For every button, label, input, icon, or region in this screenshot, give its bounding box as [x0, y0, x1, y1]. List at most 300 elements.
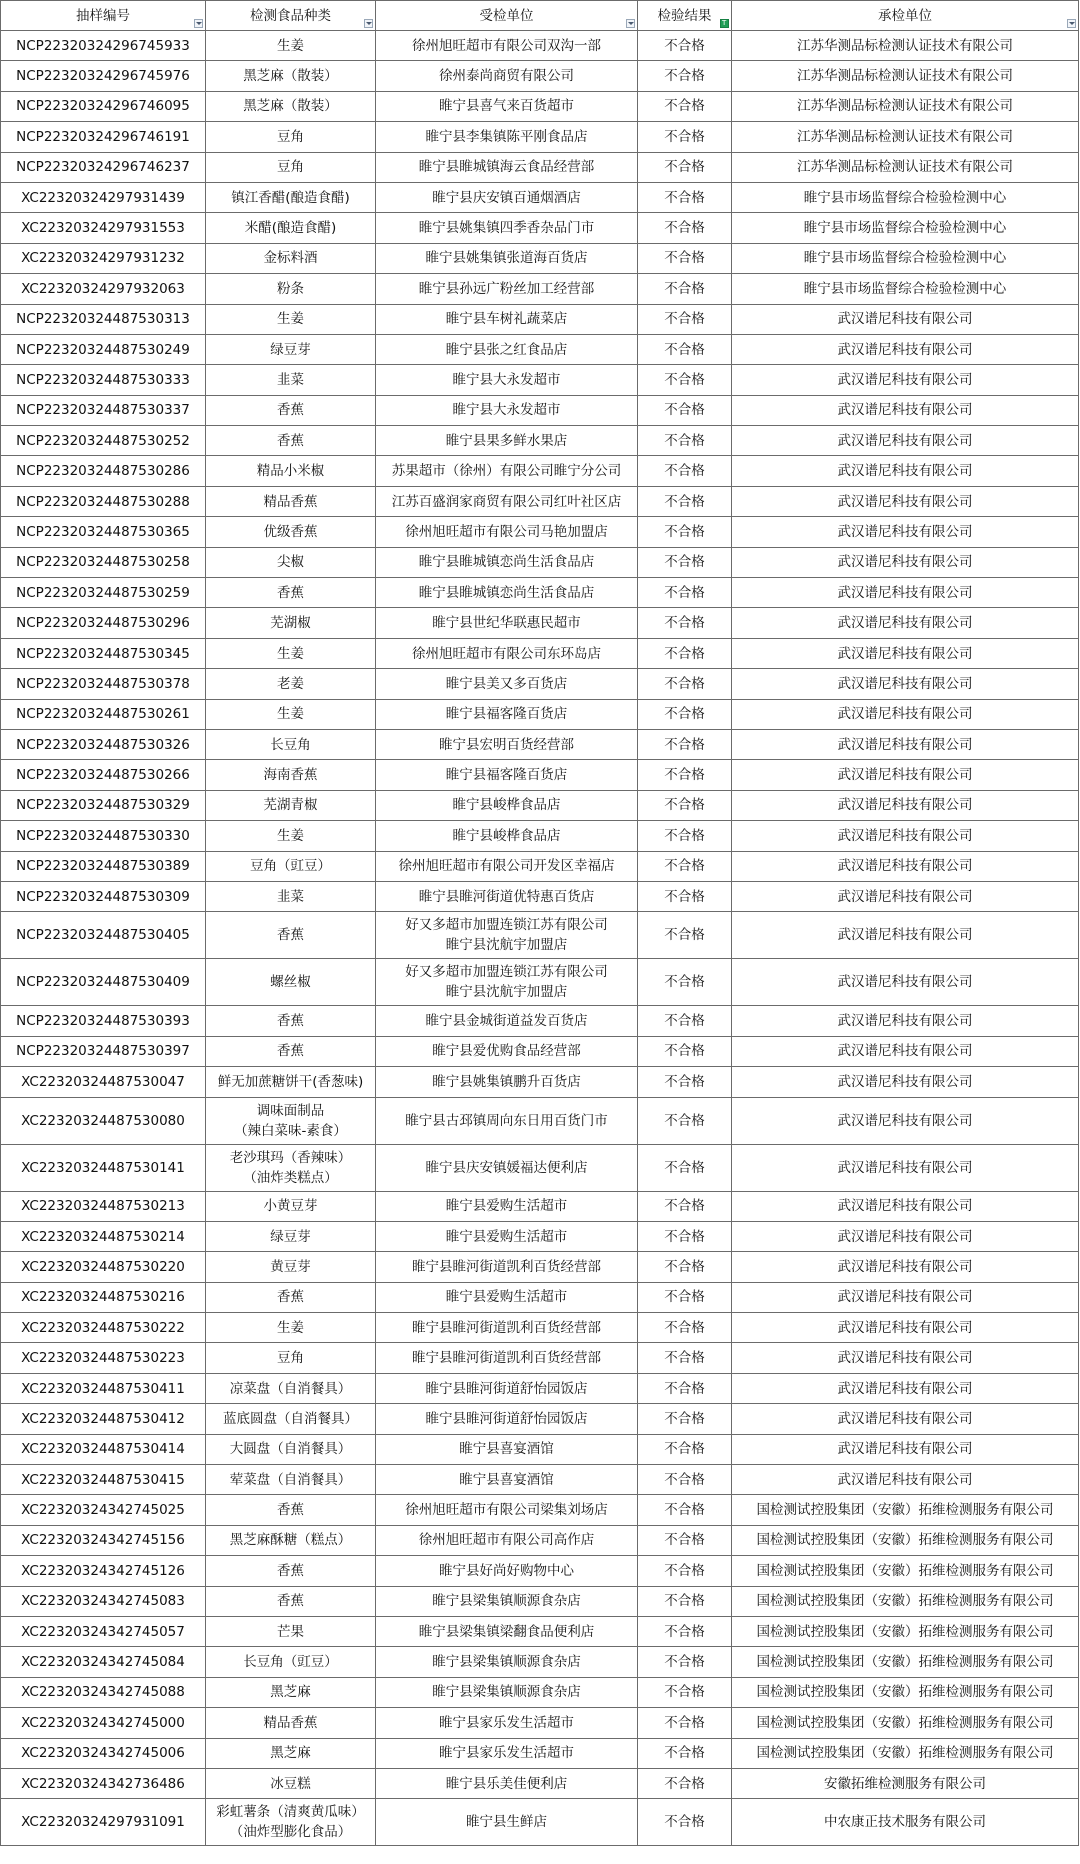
table-row	[1, 912, 1079, 959]
inspected-unit-cell[interactable]: 睢宁县睢河街道舒怡园饭店	[376, 1404, 638, 1434]
result-cell[interactable]: 不合格	[638, 1191, 732, 1221]
testing-org-cell[interactable]: 国检测试控股集团（安徽）拓维检测服务有限公司	[732, 1586, 1079, 1616]
result-cell[interactable]: 不合格	[638, 91, 732, 121]
table-row	[1, 31, 1079, 61]
inspected-unit-cell[interactable]: 好又多超市加盟连锁江苏有限公司 睢宁县沈航宇加盟店	[376, 912, 638, 959]
testing-org-cell[interactable]: 武汉谱尼科技有限公司	[732, 547, 1079, 577]
result-cell[interactable]: 不合格	[638, 61, 732, 91]
testing-org-cell[interactable]: 武汉谱尼科技有限公司	[732, 486, 1079, 516]
inspected-unit-cell[interactable]: 睢宁县喜气来百货超市	[376, 91, 638, 121]
sample-id-cell[interactable]: XC22320324342745000	[1, 1708, 206, 1738]
testing-org-cell[interactable]: 江苏华测品标检测认证技术有限公司	[732, 61, 1079, 91]
food-type-cell[interactable]: 豆角	[206, 1343, 376, 1373]
inspected-unit-cell[interactable]: 睢宁县睢河街道优特惠百货店	[376, 881, 638, 911]
sample-id-cell[interactable]: NCP22320324487530326	[1, 729, 206, 759]
table-row	[1, 1282, 1079, 1312]
testing-org-cell[interactable]: 江苏华测品标检测认证技术有限公司	[732, 152, 1079, 182]
inspected-unit-cell[interactable]: 睢宁县睢河街道凯利百货经营部	[376, 1252, 638, 1282]
result-cell[interactable]: 不合格	[638, 1434, 732, 1464]
sample-id-cell[interactable]: XC22320324487530414	[1, 1434, 206, 1464]
table-row	[1, 426, 1079, 456]
testing-org-cell[interactable]: 睢宁县市场监督综合检验检测中心	[732, 213, 1079, 243]
food-type-cell[interactable]: 香蕉	[206, 1556, 376, 1586]
sample-id-cell[interactable]: NCP22320324487530365	[1, 517, 206, 547]
sample-id-cell[interactable]: NCP22320324487530397	[1, 1036, 206, 1066]
result-cell[interactable]: 不合格	[638, 1221, 732, 1251]
inspected-unit-cell[interactable]: 睢宁县睢城镇恋尚生活食品店	[376, 578, 638, 608]
result-cell[interactable]: 不合格	[638, 1404, 732, 1434]
testing-org-cell[interactable]: 武汉谱尼科技有限公司	[732, 1221, 1079, 1251]
food-type-cell[interactable]: 冰豆糕	[206, 1768, 376, 1798]
inspected-unit-cell[interactable]: 睢宁县梁集镇顺源食杂店	[376, 1647, 638, 1677]
testing-org-cell[interactable]: 睢宁县市场监督综合检验检测中心	[732, 243, 1079, 273]
sample-id-cell[interactable]: NCP22320324487530261	[1, 699, 206, 729]
food-type-cell[interactable]: 螺丝椒	[206, 959, 376, 1006]
result-cell[interactable]: 不合格	[638, 1616, 732, 1646]
sample-id-cell[interactable]: NCP22320324487530249	[1, 334, 206, 364]
food-type-cell[interactable]: 生姜	[206, 31, 376, 61]
sample-id-cell[interactable]: XC22320324297931439	[1, 182, 206, 212]
testing-org-cell[interactable]: 武汉谱尼科技有限公司	[732, 790, 1079, 820]
inspected-unit-cell[interactable]: 睢宁县金城街道益发百货店	[376, 1006, 638, 1036]
result-cell[interactable]: 不合格	[638, 1282, 732, 1312]
food-type-cell[interactable]: 生姜	[206, 638, 376, 668]
sample-id-cell[interactable]: NCP22320324487530393	[1, 1006, 206, 1036]
sample-id-cell[interactable]: NCP22320324487530405	[1, 912, 206, 959]
sample-id-cell[interactable]: NCP22320324487530309	[1, 881, 206, 911]
inspected-unit-cell[interactable]: 睢宁县睢河街道凯利百货经营部	[376, 1343, 638, 1373]
testing-org-cell[interactable]: 武汉谱尼科技有限公司	[732, 1434, 1079, 1464]
food-type-cell[interactable]: 韭菜	[206, 881, 376, 911]
food-type-cell[interactable]: 绿豆芽	[206, 1221, 376, 1251]
inspected-unit-cell[interactable]: 睢宁县孙远广粉丝加工经营部	[376, 274, 638, 304]
food-type-cell[interactable]: 凉菜盘（自消餐具）	[206, 1373, 376, 1403]
result-cell[interactable]: 不合格	[638, 1495, 732, 1525]
result-cell[interactable]: 不合格	[638, 1768, 732, 1798]
sample-id-cell[interactable]: XC22320324342745057	[1, 1616, 206, 1646]
sample-id-cell[interactable]: NCP22320324487530409	[1, 959, 206, 1006]
sample-id-cell[interactable]: XC22320324487530047	[1, 1067, 206, 1097]
testing-org-cell[interactable]: 武汉谱尼科技有限公司	[732, 669, 1079, 699]
sample-id-cell[interactable]: XC22320324342745126	[1, 1556, 206, 1586]
result-cell[interactable]: 不合格	[638, 1252, 732, 1282]
testing-org-cell[interactable]: 武汉谱尼科技有限公司	[732, 395, 1079, 425]
testing-org-cell[interactable]: 国检测试控股集团（安徽）拓维检测服务有限公司	[732, 1647, 1079, 1677]
sample-id-cell[interactable]: XC22320324342745025	[1, 1495, 206, 1525]
sample-id-cell[interactable]: NCP22320324487530288	[1, 486, 206, 516]
result-cell[interactable]: 不合格	[638, 760, 732, 790]
inspected-unit-cell[interactable]: 睢宁县喜宴酒馆	[376, 1465, 638, 1495]
inspected-unit-cell[interactable]: 徐州旭旺超市有限公司高作店	[376, 1525, 638, 1555]
inspected-unit-cell[interactable]: 睢宁县梁集镇顺源食杂店	[376, 1586, 638, 1616]
food-type-cell[interactable]: 绿豆芽	[206, 334, 376, 364]
sample-id-cell[interactable]: NCP22320324296745976	[1, 61, 206, 91]
result-cell[interactable]: 不合格	[638, 821, 732, 851]
food-type-cell[interactable]: 黑芝麻	[206, 1738, 376, 1768]
result-cell[interactable]: 不合格	[638, 578, 732, 608]
inspected-unit-cell[interactable]: 睢宁县家乐发生活超市	[376, 1738, 638, 1768]
sample-id-cell[interactable]: XC22320324487530216	[1, 1282, 206, 1312]
testing-org-cell[interactable]: 武汉谱尼科技有限公司	[732, 1144, 1079, 1191]
testing-org-cell[interactable]: 武汉谱尼科技有限公司	[732, 1036, 1079, 1066]
food-type-cell[interactable]: 黑芝麻酥糖（糕点）	[206, 1525, 376, 1555]
table-row	[1, 1768, 1079, 1798]
result-cell[interactable]: 不合格	[638, 790, 732, 820]
header-label: 检测食品种类	[250, 7, 331, 24]
inspected-unit-cell[interactable]: 睢宁县美又多百货店	[376, 669, 638, 699]
food-type-cell[interactable]: 黑芝麻	[206, 1677, 376, 1707]
result-cell[interactable]: 不合格	[638, 1465, 732, 1495]
testing-org-cell[interactable]: 武汉谱尼科技有限公司	[732, 1191, 1079, 1221]
inspected-unit-cell[interactable]: 徐州泰尚商贸有限公司	[376, 61, 638, 91]
testing-org-cell[interactable]: 中农康正技术服务有限公司	[732, 1799, 1079, 1846]
food-type-cell[interactable]: 长豆角（豇豆）	[206, 1647, 376, 1677]
filter-dropdown-icon[interactable]	[364, 19, 373, 28]
inspected-unit-cell[interactable]: 睢宁县张之红食品店	[376, 334, 638, 364]
result-cell[interactable]: 不合格	[638, 547, 732, 577]
inspected-unit-cell[interactable]: 睢宁县家乐发生活超市	[376, 1708, 638, 1738]
food-type-cell[interactable]: 精品小米椒	[206, 456, 376, 486]
inspected-unit-cell[interactable]: 睢宁县世纪华联惠民超市	[376, 608, 638, 638]
food-type-cell[interactable]: 香蕉	[206, 1036, 376, 1066]
food-type-cell[interactable]: 豆角（豇豆）	[206, 851, 376, 881]
food-type-cell[interactable]: 鲜无加蔗糖饼干(香葱味)	[206, 1067, 376, 1097]
food-type-cell[interactable]: 生姜	[206, 699, 376, 729]
inspected-unit-cell[interactable]: 睢宁县睢城镇海云食品经营部	[376, 152, 638, 182]
inspected-unit-cell[interactable]: 徐州旭旺超市有限公司马艳加盟店	[376, 517, 638, 547]
result-cell[interactable]: 不合格	[638, 1677, 732, 1707]
result-cell[interactable]: 不合格	[638, 1036, 732, 1066]
testing-org-cell[interactable]: 国检测试控股集团（安徽）拓维检测服务有限公司	[732, 1738, 1079, 1768]
food-type-cell[interactable]: 老沙琪玛（香辣味） （油炸类糕点）	[206, 1144, 376, 1191]
sample-id-cell[interactable]: XC22320324487530214	[1, 1221, 206, 1251]
testing-org-cell[interactable]: 武汉谱尼科技有限公司	[732, 1097, 1079, 1144]
table-row	[1, 1495, 1079, 1525]
result-cell[interactable]: 不合格	[638, 638, 732, 668]
sample-id-cell[interactable]: NCP22320324296746095	[1, 91, 206, 121]
inspected-unit-cell[interactable]: 睢宁县峻桦食品店	[376, 821, 638, 851]
sample-id-cell[interactable]: NCP22320324296746237	[1, 152, 206, 182]
testing-org-cell[interactable]: 武汉谱尼科技有限公司	[732, 699, 1079, 729]
food-type-cell[interactable]: 小黄豆芽	[206, 1191, 376, 1221]
filter-dropdown-icon[interactable]	[626, 19, 635, 28]
inspected-unit-cell[interactable]: 睢宁县好尚好购物中心	[376, 1556, 638, 1586]
result-cell[interactable]: 不合格	[638, 334, 732, 364]
result-cell[interactable]: 不合格	[638, 729, 732, 759]
sample-id-cell[interactable]: XC22320324297932063	[1, 274, 206, 304]
inspected-unit-cell[interactable]: 睢宁县庆安镇媛福达便利店	[376, 1144, 638, 1191]
sample-id-cell[interactable]: NCP22320324487530330	[1, 821, 206, 851]
table-row	[1, 851, 1079, 881]
food-type-cell[interactable]: 韭菜	[206, 365, 376, 395]
testing-org-cell[interactable]: 武汉谱尼科技有限公司	[732, 1006, 1079, 1036]
testing-org-cell[interactable]: 武汉谱尼科技有限公司	[732, 1282, 1079, 1312]
food-type-cell[interactable]: 精品香蕉	[206, 1708, 376, 1738]
inspected-unit-cell[interactable]: 好又多超市加盟连锁江苏有限公司 睢宁县沈航宇加盟店	[376, 959, 638, 1006]
inspected-unit-cell[interactable]: 睢宁县福客隆百货店	[376, 699, 638, 729]
testing-org-cell[interactable]: 武汉谱尼科技有限公司	[732, 959, 1079, 1006]
food-type-cell[interactable]: 尖椒	[206, 547, 376, 577]
inspected-unit-cell[interactable]: 睢宁县福客隆百货店	[376, 760, 638, 790]
inspected-unit-cell[interactable]: 睢宁县睢河街道舒怡园饭店	[376, 1373, 638, 1403]
sample-id-cell[interactable]: XC22320324297931091	[1, 1799, 206, 1846]
testing-org-cell[interactable]: 武汉谱尼科技有限公司	[732, 1465, 1079, 1495]
food-type-cell[interactable]: 大圆盘（自消餐具）	[206, 1434, 376, 1464]
food-type-cell[interactable]: 香蕉	[206, 578, 376, 608]
sample-id-cell[interactable]: NCP22320324487530329	[1, 790, 206, 820]
testing-org-cell[interactable]: 武汉谱尼科技有限公司	[732, 760, 1079, 790]
testing-org-cell[interactable]: 江苏华测品标检测认证技术有限公司	[732, 122, 1079, 152]
result-cell[interactable]: 不合格	[638, 182, 732, 212]
sample-id-cell[interactable]: NCP22320324487530266	[1, 760, 206, 790]
food-type-cell[interactable]: 黑芝麻（散装）	[206, 91, 376, 121]
inspected-unit-cell[interactable]: 睢宁县李集镇陈平刚食品店	[376, 122, 638, 152]
result-cell[interactable]: 不合格	[638, 243, 732, 273]
result-cell[interactable]: 不合格	[638, 1006, 732, 1036]
inspected-unit-cell[interactable]: 睢宁县姚集镇张道海百货店	[376, 243, 638, 273]
sample-id-cell[interactable]: XC22320324487530411	[1, 1373, 206, 1403]
result-cell[interactable]: 不合格	[638, 122, 732, 152]
sample-id-cell[interactable]: XC22320324342736486	[1, 1768, 206, 1798]
food-type-cell[interactable]: 生姜	[206, 1313, 376, 1343]
food-type-cell[interactable]: 豆角	[206, 152, 376, 182]
food-type-cell[interactable]: 黑芝麻（散装）	[206, 61, 376, 91]
testing-org-cell[interactable]: 安徽拓维检测服务有限公司	[732, 1768, 1079, 1798]
sample-id-cell[interactable]: XC22320324487530080	[1, 1097, 206, 1144]
sample-id-cell[interactable]: NCP22320324487530252	[1, 426, 206, 456]
table-row	[1, 1799, 1079, 1846]
sample-id-cell[interactable]: XC22320324487530141	[1, 1144, 206, 1191]
testing-org-cell[interactable]: 武汉谱尼科技有限公司	[732, 426, 1079, 456]
sample-id-cell[interactable]: XC22320324342745156	[1, 1525, 206, 1555]
result-cell[interactable]: 不合格	[638, 1067, 732, 1097]
food-type-cell[interactable]: 香蕉	[206, 1006, 376, 1036]
food-type-cell[interactable]: 芒果	[206, 1616, 376, 1646]
sample-id-cell[interactable]: XC22320324487530222	[1, 1313, 206, 1343]
sample-id-cell[interactable]: NCP22320324487530286	[1, 456, 206, 486]
testing-org-cell[interactable]: 武汉谱尼科技有限公司	[732, 912, 1079, 959]
result-cell[interactable]: 不合格	[638, 1373, 732, 1403]
food-type-cell[interactable]: 长豆角	[206, 729, 376, 759]
testing-org-cell[interactable]: 武汉谱尼科技有限公司	[732, 608, 1079, 638]
food-type-cell[interactable]: 芜湖青椒	[206, 790, 376, 820]
testing-org-cell[interactable]: 武汉谱尼科技有限公司	[732, 517, 1079, 547]
testing-org-cell[interactable]: 武汉谱尼科技有限公司	[732, 578, 1079, 608]
food-type-cell[interactable]: 米醋(酿造食醋)	[206, 213, 376, 243]
inspected-unit-cell[interactable]: 睢宁县梁集镇顺源食杂店	[376, 1677, 638, 1707]
inspected-unit-cell[interactable]: 徐州旭旺超市有限公司梁集刘场店	[376, 1495, 638, 1525]
inspected-unit-cell[interactable]: 睢宁县果多鲜水果店	[376, 426, 638, 456]
result-cell[interactable]: 不合格	[638, 1097, 732, 1144]
inspected-unit-cell[interactable]: 江苏百盛润家商贸有限公司红叶社区店	[376, 486, 638, 516]
testing-org-cell[interactable]: 国检测试控股集团（安徽）拓维检测服务有限公司	[732, 1677, 1079, 1707]
sample-id-cell[interactable]: NCP22320324296745933	[1, 31, 206, 61]
sample-id-cell[interactable]: XC22320324342745006	[1, 1738, 206, 1768]
testing-org-cell[interactable]: 武汉谱尼科技有限公司	[732, 1313, 1079, 1343]
sample-id-cell[interactable]: NCP22320324487530345	[1, 638, 206, 668]
filter-active-icon[interactable]	[720, 19, 729, 28]
sample-id-cell[interactable]: XC22320324342745088	[1, 1677, 206, 1707]
testing-org-cell[interactable]: 武汉谱尼科技有限公司	[732, 365, 1079, 395]
inspected-unit-cell[interactable]: 睢宁县大永发超市	[376, 365, 638, 395]
testing-org-cell[interactable]: 国检测试控股集团（安徽）拓维检测服务有限公司	[732, 1495, 1079, 1525]
result-cell[interactable]: 不合格	[638, 152, 732, 182]
inspected-unit-cell[interactable]: 睢宁县姚集镇鹏升百货店	[376, 1067, 638, 1097]
result-cell[interactable]: 不合格	[638, 486, 732, 516]
sample-id-cell[interactable]: NCP22320324487530313	[1, 304, 206, 334]
sample-id-cell[interactable]: XC22320324487530213	[1, 1191, 206, 1221]
result-cell[interactable]: 不合格	[638, 1556, 732, 1586]
testing-org-cell[interactable]: 国检测试控股集团（安徽）拓维检测服务有限公司	[732, 1525, 1079, 1555]
sample-id-cell[interactable]: XC22320324342745084	[1, 1647, 206, 1677]
food-type-cell[interactable]: 彩虹薯条（清爽黄瓜味） （油炸型膨化食品）	[206, 1799, 376, 1846]
result-cell[interactable]: 不合格	[638, 881, 732, 911]
result-cell[interactable]: 不合格	[638, 608, 732, 638]
result-cell[interactable]: 不合格	[638, 517, 732, 547]
result-cell[interactable]: 不合格	[638, 304, 732, 334]
food-type-cell[interactable]: 香蕉	[206, 1586, 376, 1616]
testing-org-cell[interactable]: 睢宁县市场监督综合检验检测中心	[732, 182, 1079, 212]
result-cell[interactable]: 不合格	[638, 1525, 732, 1555]
inspected-unit-cell[interactable]: 徐州旭旺超市有限公司双沟一部	[376, 31, 638, 61]
sample-id-cell[interactable]: NCP22320324487530389	[1, 851, 206, 881]
food-type-cell[interactable]: 蓝底圆盘（自消餐具）	[206, 1404, 376, 1434]
food-type-cell[interactable]: 镇江香醋(酿造食醋)	[206, 182, 376, 212]
sample-id-cell[interactable]: XC22320324297931232	[1, 243, 206, 273]
food-type-cell[interactable]: 香蕉	[206, 1495, 376, 1525]
result-cell[interactable]: 不合格	[638, 669, 732, 699]
result-cell[interactable]: 不合格	[638, 395, 732, 425]
testing-org-cell[interactable]: 武汉谱尼科技有限公司	[732, 456, 1079, 486]
sample-id-cell[interactable]: NCP22320324487530296	[1, 608, 206, 638]
testing-org-cell[interactable]: 武汉谱尼科技有限公司	[732, 1373, 1079, 1403]
inspected-unit-cell[interactable]: 睢宁县宏明百货经营部	[376, 729, 638, 759]
inspected-unit-cell[interactable]: 睢宁县睢河街道凯利百货经营部	[376, 1313, 638, 1343]
food-type-cell[interactable]: 优级香蕉	[206, 517, 376, 547]
food-type-cell[interactable]: 老姜	[206, 669, 376, 699]
result-cell[interactable]: 不合格	[638, 912, 732, 959]
inspected-unit-cell[interactable]: 苏果超市（徐州）有限公司睢宁分公司	[376, 456, 638, 486]
result-cell[interactable]: 不合格	[638, 1799, 732, 1846]
result-cell[interactable]: 不合格	[638, 1647, 732, 1677]
sample-id-cell[interactable]: NCP22320324487530337	[1, 395, 206, 425]
filter-dropdown-icon[interactable]	[1067, 19, 1076, 28]
food-type-cell[interactable]: 荤菜盘（自消餐具）	[206, 1465, 376, 1495]
sample-id-cell[interactable]: NCP22320324296746191	[1, 122, 206, 152]
result-cell[interactable]: 不合格	[638, 274, 732, 304]
result-cell[interactable]: 不合格	[638, 1738, 732, 1768]
sample-id-cell[interactable]: NCP22320324487530258	[1, 547, 206, 577]
inspected-unit-cell[interactable]: 睢宁县喜宴酒馆	[376, 1434, 638, 1464]
testing-org-cell[interactable]: 武汉谱尼科技有限公司	[732, 1343, 1079, 1373]
food-type-cell[interactable]: 芜湖椒	[206, 608, 376, 638]
testing-org-cell[interactable]: 武汉谱尼科技有限公司	[732, 1252, 1079, 1282]
testing-org-cell[interactable]: 武汉谱尼科技有限公司	[732, 729, 1079, 759]
result-cell[interactable]: 不合格	[638, 426, 732, 456]
result-cell[interactable]: 不合格	[638, 213, 732, 243]
inspected-unit-cell[interactable]: 睢宁县睢城镇恋尚生活食品店	[376, 547, 638, 577]
filter-dropdown-icon[interactable]	[194, 19, 203, 28]
inspected-unit-cell[interactable]: 睢宁县峻桦食品店	[376, 790, 638, 820]
inspected-unit-cell[interactable]: 睢宁县车树礼蔬菜店	[376, 304, 638, 334]
inspected-unit-cell[interactable]: 睢宁县梁集镇梁翻食品便利店	[376, 1616, 638, 1646]
inspected-unit-cell[interactable]: 徐州旭旺超市有限公司开发区幸福店	[376, 851, 638, 881]
sample-id-cell[interactable]: XC22320324487530223	[1, 1343, 206, 1373]
result-cell[interactable]: 不合格	[638, 456, 732, 486]
result-cell[interactable]: 不合格	[638, 365, 732, 395]
food-type-cell[interactable]: 香蕉	[206, 1282, 376, 1312]
testing-org-cell[interactable]: 国检测试控股集团（安徽）拓维检测服务有限公司	[732, 1708, 1079, 1738]
inspected-unit-cell[interactable]: 睢宁县爱优购食品经营部	[376, 1036, 638, 1066]
food-type-cell[interactable]: 香蕉	[206, 912, 376, 959]
result-cell[interactable]: 不合格	[638, 1313, 732, 1343]
food-type-cell[interactable]: 金标料酒	[206, 243, 376, 273]
food-type-cell[interactable]: 香蕉	[206, 395, 376, 425]
result-cell[interactable]: 不合格	[638, 959, 732, 1006]
sample-id-cell[interactable]: XC22320324297931553	[1, 213, 206, 243]
food-type-cell[interactable]: 黄豆芽	[206, 1252, 376, 1282]
result-cell[interactable]: 不合格	[638, 1708, 732, 1738]
inspected-unit-cell[interactable]: 睢宁县庆安镇百通烟酒店	[376, 182, 638, 212]
inspected-unit-cell[interactable]: 睢宁县大永发超市	[376, 395, 638, 425]
testing-org-cell[interactable]: 江苏华测品标检测认证技术有限公司	[732, 31, 1079, 61]
inspected-unit-cell[interactable]: 睢宁县爱购生活超市	[376, 1191, 638, 1221]
table-row	[1, 243, 1079, 273]
sample-id-cell[interactable]: XC22320324487530412	[1, 1404, 206, 1434]
testing-org-cell[interactable]: 武汉谱尼科技有限公司	[732, 881, 1079, 911]
sample-id-cell[interactable]: NCP22320324487530333	[1, 365, 206, 395]
testing-org-cell[interactable]: 江苏华测品标检测认证技术有限公司	[732, 91, 1079, 121]
sample-id-cell[interactable]: XC22320324487530220	[1, 1252, 206, 1282]
testing-org-cell[interactable]: 武汉谱尼科技有限公司	[732, 334, 1079, 364]
inspected-unit-cell[interactable]: 睢宁县乐美佳便利店	[376, 1768, 638, 1798]
result-cell[interactable]: 不合格	[638, 699, 732, 729]
food-type-cell[interactable]: 生姜	[206, 304, 376, 334]
sample-id-cell[interactable]: XC22320324342745083	[1, 1586, 206, 1616]
testing-org-cell[interactable]: 武汉谱尼科技有限公司	[732, 638, 1079, 668]
result-cell[interactable]: 不合格	[638, 1144, 732, 1191]
food-type-cell[interactable]: 海南香蕉	[206, 760, 376, 790]
inspected-unit-cell[interactable]: 睢宁县姚集镇四季香杂品门市	[376, 213, 638, 243]
inspected-unit-cell[interactable]: 徐州旭旺超市有限公司东环岛店	[376, 638, 638, 668]
food-type-cell[interactable]: 粉条	[206, 274, 376, 304]
sample-id-cell[interactable]: NCP22320324487530259	[1, 578, 206, 608]
sample-id-cell[interactable]: XC22320324487530415	[1, 1465, 206, 1495]
inspected-unit-cell[interactable]: 睢宁县爱购生活超市	[376, 1221, 638, 1251]
food-type-cell[interactable]: 香蕉	[206, 426, 376, 456]
result-cell[interactable]: 不合格	[638, 1343, 732, 1373]
sample-id-cell[interactable]: NCP22320324487530378	[1, 669, 206, 699]
testing-org-cell[interactable]: 武汉谱尼科技有限公司	[732, 821, 1079, 851]
testing-org-cell[interactable]: 武汉谱尼科技有限公司	[732, 304, 1079, 334]
result-cell[interactable]: 不合格	[638, 31, 732, 61]
inspected-unit-cell[interactable]: 睢宁县古邳镇周向东日用百货门市	[376, 1097, 638, 1144]
testing-org-cell[interactable]: 武汉谱尼科技有限公司	[732, 1404, 1079, 1434]
testing-org-cell[interactable]: 国检测试控股集团（安徽）拓维检测服务有限公司	[732, 1556, 1079, 1586]
testing-org-cell[interactable]: 武汉谱尼科技有限公司	[732, 851, 1079, 881]
testing-org-cell[interactable]: 国检测试控股集团（安徽）拓维检测服务有限公司	[732, 1616, 1079, 1646]
food-type-cell[interactable]: 精品香蕉	[206, 486, 376, 516]
result-cell[interactable]: 不合格	[638, 851, 732, 881]
result-cell[interactable]: 不合格	[638, 1586, 732, 1616]
food-type-cell[interactable]: 生姜	[206, 821, 376, 851]
inspected-unit-cell[interactable]: 睢宁县爱购生活超市	[376, 1282, 638, 1312]
testing-org-cell[interactable]: 睢宁县市场监督综合检验检测中心	[732, 274, 1079, 304]
food-type-cell[interactable]: 调味面制品 （辣白菜味-素食）	[206, 1097, 376, 1144]
food-type-cell[interactable]: 豆角	[206, 122, 376, 152]
testing-org-cell[interactable]: 武汉谱尼科技有限公司	[732, 1067, 1079, 1097]
inspected-unit-cell[interactable]: 睢宁县生鲜店	[376, 1799, 638, 1846]
